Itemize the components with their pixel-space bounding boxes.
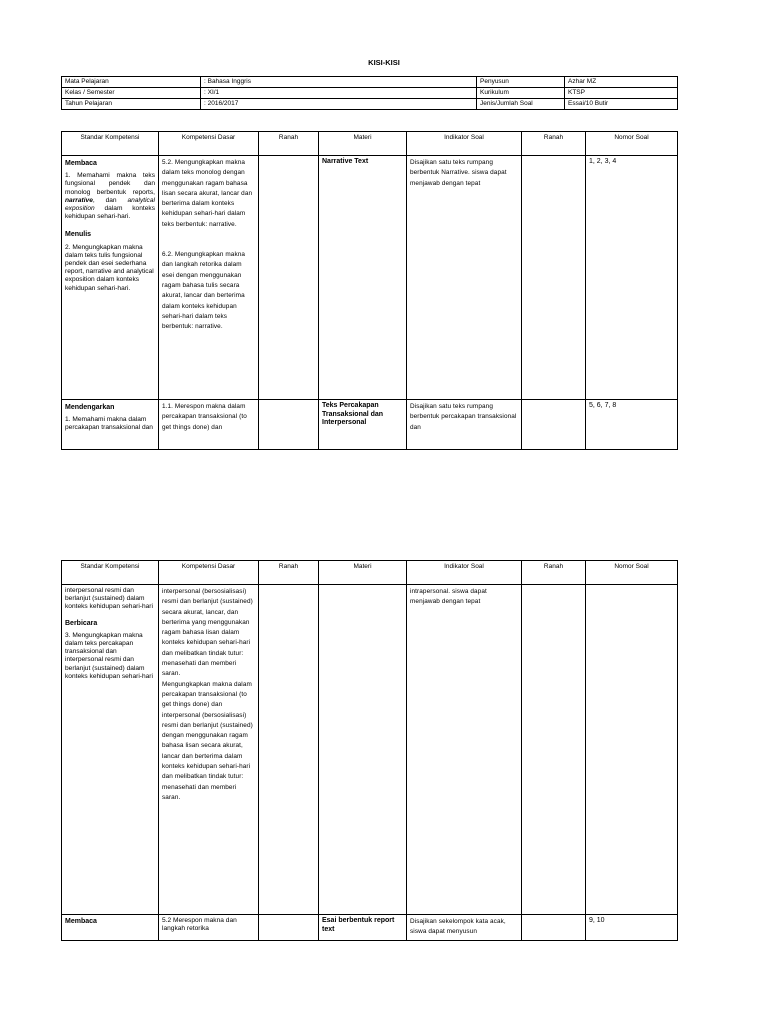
materi-cell bbox=[319, 585, 407, 915]
sk-text: dalam konteks kehidupan sehari-hari. bbox=[65, 205, 155, 221]
header-kompetensi-dasar: Kompetensi Dasar bbox=[159, 561, 259, 585]
skill-heading: Membaca bbox=[65, 918, 97, 925]
info-value: : XI/1 bbox=[201, 88, 477, 99]
page-title: KISI-KISI bbox=[368, 58, 400, 67]
materi-cell: Narrative Text bbox=[319, 156, 407, 400]
nomor-soal-cell: 9, 10 bbox=[586, 915, 678, 941]
nomor-soal-cell: 1, 2, 3, 4 bbox=[586, 156, 678, 400]
header-ranah: Ranah bbox=[522, 132, 586, 156]
skill-heading: Mendengarkan bbox=[65, 404, 115, 411]
header-row bbox=[62, 132, 678, 156]
indikator-cell: Disajikan satu teks rumpang berbentuk Narrative. siswa dapat menjawab dengan tepat bbox=[407, 156, 522, 400]
info-row bbox=[62, 77, 678, 88]
ranah-cell bbox=[522, 585, 586, 915]
header-kompetensi-dasar: Kompetensi Dasar bbox=[159, 132, 259, 156]
table-row bbox=[62, 585, 678, 915]
header-row bbox=[62, 561, 678, 585]
nomor-soal-cell: 5, 6, 7, 8 bbox=[586, 400, 678, 450]
header-standar-kompetensi: Standar Kompetensi bbox=[62, 561, 159, 585]
indikator-cell: Disajikan sekelompok kata acak, siswa dapat menyusun bbox=[407, 915, 522, 941]
skill-heading: Membaca bbox=[65, 160, 97, 167]
info-value: : 2016/2017 bbox=[201, 99, 477, 110]
header-ranah: Ranah bbox=[259, 132, 319, 156]
kisi-table-2 bbox=[61, 560, 678, 941]
header-ranah: Ranah bbox=[259, 561, 319, 585]
info-label: Kelas / Semester bbox=[62, 88, 201, 99]
sk-description bbox=[65, 172, 155, 221]
ranah-cell bbox=[522, 156, 586, 400]
info-label: Penyusun bbox=[477, 77, 565, 88]
standar-kompetensi-cell bbox=[62, 156, 159, 400]
header-ranah: Ranah bbox=[522, 561, 586, 585]
info-label: Tahun Pelajaran bbox=[62, 99, 201, 110]
info-value: KTSP bbox=[565, 88, 678, 99]
kompetensi-dasar-cell: 5.2 Merespon makna dan langkah retorika bbox=[159, 915, 259, 941]
info-value: Essai/10 Butir bbox=[565, 99, 678, 110]
kompetensi-dasar-cell bbox=[159, 585, 259, 915]
sk-description: 1. Memahami makna dalam percakapan transaksional dan bbox=[65, 416, 153, 432]
sk-description: 2. Mengungkapkan makna dalam teks tulis fungsional pendek dan esei sederhana report, narrative and analytical exposition dalam konteks kehidupan sehari-hari. bbox=[65, 243, 154, 292]
ranah-cell bbox=[259, 156, 319, 400]
header-materi: Materi bbox=[319, 561, 407, 585]
standar-kompetensi-cell bbox=[62, 400, 159, 450]
header-indikator-soal: Indikator Soal bbox=[407, 132, 522, 156]
info-label: Jenis/Jumlah Soal bbox=[477, 99, 565, 110]
kompetensi-dasar-cell: 1.1. Merespon makna dalam percakapan transaksional (to get things done) dan bbox=[159, 400, 259, 450]
ranah-cell bbox=[259, 915, 319, 941]
info-label: Kurikulum bbox=[477, 88, 565, 99]
materi-cell: Teks Percakapan Transaksional dan Interpersonal bbox=[319, 400, 407, 450]
kd-text: 6.2. Mengungkapkan makna dan langkah retorika dalam esei dengan menggunakan ragam bahasa tulis secara akurat, lancar dan berterima dalam konteks kehidupan sehari-hari dalam teks berbentuk: narrative. bbox=[162, 251, 246, 331]
ranah-cell bbox=[259, 585, 319, 915]
standar-kompetensi-cell bbox=[62, 585, 159, 915]
table-row bbox=[62, 156, 678, 400]
info-label: Mata Pelajaran bbox=[62, 77, 201, 88]
sk-description: 3. Mengungkapkan makna dalam teks percakapan transaksional dan interpersonal resmi dan berlanjut (sustained) dalam konteks kehidupan sehari-hari bbox=[65, 631, 153, 680]
info-value: Azhar MZ bbox=[565, 77, 678, 88]
header-standar-kompetensi: Standar Kompetensi bbox=[62, 132, 159, 156]
header-nomor-soal: Nomor Soal bbox=[586, 132, 678, 156]
indikator-cell: Disajikan satu teks rumpang berbentuk percakapan transaksional dan bbox=[407, 400, 522, 450]
ranah-cell bbox=[522, 915, 586, 941]
kd-text: Mengungkapkan makna dalam percakapan transaksional (to get things done) dan interpersonal (bersosialisasi) resmi dan berlanjut (sustained) dengan menggunakan ragam bahasa lisan secara akurat, lancar dan berterima dalam konteks kehidupan sehari-hari dan melibatkan tindak tutur: menasehati dan memberi saran. bbox=[162, 680, 253, 801]
standar-kompetensi-cell bbox=[62, 915, 159, 941]
kd-text: interpersonal (bersosialisasi) resmi dan berlanjut (sustained) secara akurat, lancar, dan berterima yang menggunakan ragam bahasa lisan dalam konteks kehidupan sehari-hari dan melibatkan tindak tutur: menasehati dan memberi saran. bbox=[162, 588, 253, 678]
table-row bbox=[62, 400, 678, 450]
ranah-cell bbox=[259, 400, 319, 450]
header-nomor-soal: Nomor Soal bbox=[586, 561, 678, 585]
sk-text: , dan bbox=[92, 196, 128, 204]
sk-text: 1. Memahami makna teks fungsional pendek dan monolog berbentuk reports, bbox=[65, 172, 155, 196]
kd-text: 5.2. Mengungkapkan makna dalam teks monolog dengan menggunakan ragam bahasa lisan secara akurat, lancar dan berterima dalam konteks kehidupan sehari-hari dalam teks berbentuk: narrative. bbox=[162, 159, 253, 228]
kompetensi-dasar-cell bbox=[159, 156, 259, 400]
skill-heading: Menulis bbox=[65, 231, 92, 239]
header-materi: Materi bbox=[319, 132, 407, 156]
sk-emphasis: narrative bbox=[65, 196, 93, 204]
sk-description: interpersonal resmi dan berlanjut (sustained) dalam konteks kehidupan sehari-hari bbox=[65, 587, 153, 611]
info-value: : Bahasa Inggris bbox=[201, 77, 477, 88]
ranah-cell bbox=[522, 400, 586, 450]
skill-heading: Berbicara bbox=[65, 619, 98, 627]
header-indikator-soal: Indikator Soal bbox=[407, 561, 522, 585]
table-row bbox=[62, 915, 678, 941]
sk-emphasis: analytical exposition bbox=[65, 196, 155, 213]
materi-cell: Esai berbentuk report text bbox=[319, 915, 407, 941]
kisi-table-1 bbox=[61, 131, 678, 450]
nomor-soal-cell bbox=[586, 585, 678, 915]
indikator-cell: intrapersonal. siswa dapat menjawab dengan tepat bbox=[407, 585, 522, 915]
info-row bbox=[62, 99, 678, 110]
info-row bbox=[62, 88, 678, 99]
info-table bbox=[61, 76, 678, 110]
